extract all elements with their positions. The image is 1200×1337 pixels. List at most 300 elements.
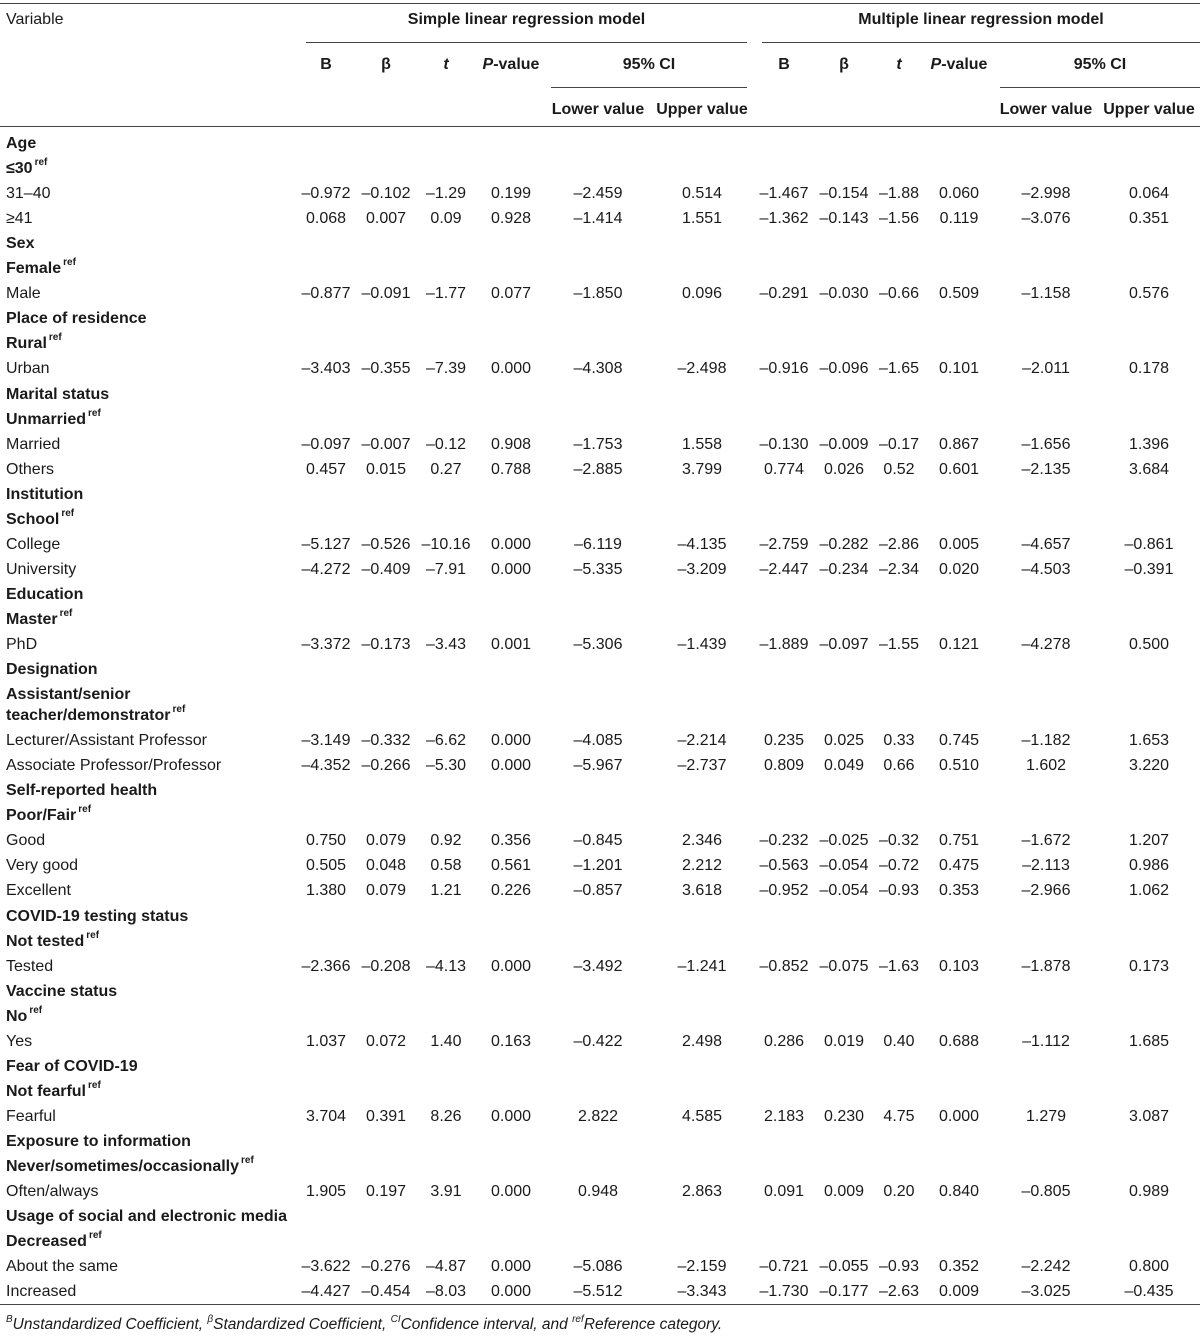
- row-label-text: School: [6, 510, 60, 528]
- reference-label: [6, 407, 101, 431]
- category-label: [6, 1133, 191, 1151]
- footnote-sup-ci: CI: [390, 1314, 401, 1325]
- multiple-p-italic: P: [930, 56, 942, 73]
- simple-t-value: –4.13: [425, 957, 467, 975]
- multiple-beta-value: –0.054: [819, 857, 869, 875]
- multiple-upper-value: 3.087: [1128, 1107, 1170, 1125]
- multiple-upper-value: –0.391: [1124, 560, 1174, 578]
- multiple-upper-value: 1.396: [1128, 435, 1170, 453]
- row-label: [6, 732, 207, 750]
- multiple-lower-value: –2.242: [1021, 1258, 1071, 1276]
- multiple-p-rest: -value: [941, 56, 988, 73]
- reference-marker: ref: [63, 257, 76, 269]
- simple-lower-value: –5.967: [573, 757, 623, 775]
- multiple-t-value: –2.63: [878, 1283, 920, 1301]
- multiple-b-value: –1.362: [759, 210, 809, 228]
- row-label: [6, 461, 54, 479]
- multiple-upper-value: 0.989: [1128, 1183, 1170, 1201]
- multiple-beta-value: –0.096: [819, 360, 869, 378]
- row-label: [6, 958, 53, 976]
- simple-p-value: 0.000: [490, 1107, 532, 1125]
- multiple-p-value: 0.840: [938, 1183, 980, 1201]
- multiple-lower-header: Lower value: [999, 101, 1093, 118]
- header-bottom-rule: [0, 126, 1200, 127]
- simple-t-value: 8.26: [430, 1107, 462, 1125]
- multiple-ci-header: 95% CI: [1073, 56, 1127, 73]
- category-label: [6, 486, 83, 504]
- row-label-text: Lecturer/Assistant Professor: [6, 732, 207, 750]
- simple-p-value: 0.000: [490, 535, 532, 553]
- row-label-text: Others: [6, 460, 55, 478]
- multiple-p-value: 0.751: [938, 832, 980, 850]
- simple-p-value: 0.356: [490, 832, 532, 850]
- simple-upper-value: 2.212: [681, 857, 723, 875]
- row-label-text: Yes: [6, 1032, 33, 1050]
- multiple-upper-value: 0.178: [1128, 360, 1170, 378]
- multiple-b-value: –0.130: [759, 435, 809, 453]
- reference-marker: ref: [29, 1004, 43, 1016]
- multiple-b-value: –0.916: [759, 360, 809, 378]
- row-label-text: Designation: [6, 661, 98, 679]
- category-label: [6, 235, 34, 253]
- simple-p-italic: P: [482, 56, 494, 73]
- row-label: [6, 636, 37, 654]
- simple-p-value: 0.077: [490, 285, 532, 303]
- row-label-text: Fearful: [6, 1107, 56, 1125]
- row-label-text: Very good: [6, 857, 79, 875]
- multiple-beta-value: –0.143: [819, 210, 869, 228]
- multiple-lower-value: –4.278: [1021, 636, 1071, 653]
- simple-lower-value: 2.822: [577, 1107, 619, 1125]
- row-label: [6, 285, 41, 303]
- multiple-p-value: 0.009: [938, 1283, 980, 1301]
- multiple-upper-value: –0.435: [1124, 1283, 1174, 1301]
- multiple-p-value: 0.352: [938, 1258, 980, 1276]
- row-label-text: College: [6, 535, 61, 553]
- simple-t-value: 0.92: [430, 832, 462, 850]
- simple-b-value: –3.372: [301, 636, 351, 653]
- multiple-b-value: –0.291: [759, 285, 809, 303]
- simple-t-value: 0.09: [430, 210, 462, 228]
- multiple-beta-value: –0.177: [819, 1283, 869, 1301]
- simple-beta-value: –0.173: [361, 636, 411, 653]
- row-label: [6, 857, 78, 875]
- simple-beta-value: 0.391: [365, 1107, 407, 1125]
- simple-ci-header: 95% CI: [622, 56, 676, 73]
- simple-lower-value: –1.201: [573, 857, 623, 875]
- multiple-ci-rule: [1000, 87, 1200, 88]
- simple-upper-value: 3.799: [681, 460, 723, 478]
- simple-b-value: –3.403: [301, 360, 351, 378]
- multiple-t-value: 0.52: [883, 460, 915, 478]
- simple-upper-value: –3.209: [677, 560, 727, 578]
- simple-upper-value: 2.346: [681, 832, 723, 850]
- multiple-lower-value: –1.112: [1022, 1032, 1070, 1050]
- simple-b-value: 1.905: [305, 1183, 347, 1201]
- multiple-b-value: 0.774: [763, 460, 805, 478]
- simple-upper-value: 4.585: [681, 1107, 723, 1125]
- row-label-text: About the same: [6, 1258, 119, 1276]
- row-label: [6, 360, 50, 378]
- simple-p-value: 0.000: [490, 957, 532, 975]
- simple-t-value: –5.30: [425, 757, 467, 775]
- simple-upper-value: 0.514: [681, 185, 723, 203]
- row-label-text: Female: [6, 260, 62, 278]
- multiple-lower-value: –1.158: [1021, 285, 1071, 303]
- simple-beta-value: –0.266: [361, 757, 411, 775]
- variable-header: Variable: [6, 11, 64, 28]
- footnote-text-b: Unstandardized Coefficient,: [12, 1316, 208, 1333]
- multiple-b-value: –0.721: [759, 1258, 809, 1276]
- multiple-upper-value: 0.800: [1128, 1258, 1170, 1276]
- category-label: [6, 310, 147, 328]
- row-label-text: PhD: [6, 636, 38, 653]
- table-bottom-rule: [0, 1304, 1200, 1305]
- simple-beta-value: 0.197: [365, 1183, 407, 1201]
- multiple-upper-value: 0.576: [1128, 285, 1170, 303]
- simple-t-value: –7.39: [425, 360, 467, 378]
- multiple-upper-value: 0.173: [1128, 957, 1170, 975]
- simple-b-value: 0.457: [305, 460, 347, 478]
- footnote-text-ref: Reference category.: [583, 1316, 723, 1333]
- category-label: [6, 1208, 287, 1226]
- simple-p-value: 0.000: [490, 560, 532, 578]
- row-label-text: University: [6, 560, 77, 578]
- simple-upper-value: 3.618: [681, 882, 723, 900]
- simple-upper-header: Upper value: [656, 101, 748, 118]
- row-label-text: Marital status: [6, 385, 110, 403]
- multiple-lower-value: 1.279: [1025, 1107, 1067, 1125]
- row-label-text: ≤30: [6, 160, 33, 178]
- multiple-p-value: 0.867: [938, 435, 980, 453]
- reference-marker: ref: [61, 507, 75, 519]
- multiple-b-value: –1.730: [759, 1283, 809, 1301]
- multiple-t-value: –0.32: [878, 832, 920, 850]
- multiple-upper-value: 3.220: [1128, 757, 1170, 775]
- multiple-b-value: 0.091: [763, 1183, 805, 1201]
- row-label: [6, 185, 51, 203]
- multiple-lower-value: –4.657: [1021, 535, 1071, 553]
- simple-upper-value: –2.737: [677, 757, 727, 775]
- simple-t-header: t: [443, 56, 449, 73]
- simple-p-value: 0.928: [490, 210, 532, 228]
- row-label-text: Often/always: [6, 1183, 99, 1201]
- multiple-beta-value: 0.026: [823, 460, 865, 478]
- simple-upper-value: –4.135: [677, 535, 727, 553]
- simple-lower-header: Lower value: [551, 101, 645, 118]
- multiple-p-value: 0.103: [938, 957, 980, 975]
- row-label-text: Rural: [6, 335, 47, 353]
- multiple-t-value: 4.75: [883, 1107, 915, 1125]
- multiple-b-value: –0.952: [759, 882, 809, 900]
- footnote-sup-b: B: [6, 1314, 13, 1325]
- multiple-t-value: 0.40: [883, 1032, 915, 1050]
- row-label-text: 31–40: [6, 185, 51, 203]
- simple-t-value: –1.29: [425, 185, 467, 203]
- multiple-beta-value: 0.049: [823, 757, 865, 775]
- multiple-p-value: 0.121: [938, 636, 980, 653]
- multiple-upper-header: Upper value: [1103, 101, 1195, 118]
- simple-t-value: –10.16: [421, 535, 471, 553]
- row-label-text: Usage of social and electronic media: [6, 1208, 287, 1226]
- simple-lower-value: –1.414: [573, 210, 623, 228]
- category-label: [6, 135, 36, 153]
- simple-lower-value: –4.308: [573, 360, 623, 378]
- simple-lower-value: –0.857: [573, 882, 623, 900]
- multiple-p-value: 0.060: [938, 185, 980, 203]
- row-label-text: Never/sometimes/occasionally: [6, 1158, 240, 1175]
- multiple-beta-value: –0.009: [819, 435, 869, 453]
- simple-p-value: 0.000: [490, 1283, 532, 1301]
- multiple-upper-value: 1.062: [1128, 882, 1170, 900]
- footnote-sup-ref: ref: [572, 1314, 584, 1325]
- multiple-p-value: 0.509: [938, 285, 980, 303]
- multiple-lower-value: 1.602: [1025, 757, 1067, 775]
- simple-t-value: –1.77: [425, 285, 467, 303]
- row-label-text: Fear of COVID-19: [6, 1057, 138, 1075]
- multiple-t-value: –1.55: [878, 636, 920, 653]
- multiple-beta-value: –0.025: [819, 832, 869, 850]
- simple-upper-value: –2.159: [677, 1258, 727, 1276]
- reference-label: [6, 704, 186, 727]
- row-label: [6, 561, 76, 579]
- simple-b-value: –4.272: [301, 560, 351, 578]
- simple-b-value: 1.380: [305, 882, 347, 900]
- simple-p-value: 0.001: [490, 636, 532, 653]
- simple-lower-value: –0.845: [573, 832, 623, 850]
- row-label-text: Good: [6, 832, 46, 850]
- simple-b-header: B: [320, 56, 332, 73]
- row-label-text: Not tested: [6, 932, 85, 950]
- multiple-upper-value: 0.064: [1128, 185, 1170, 203]
- simple-b-value: –3.622: [301, 1258, 351, 1276]
- simple-b-value: –3.149: [301, 732, 351, 750]
- simple-beta-value: –0.454: [361, 1283, 411, 1301]
- simple-beta-value: 0.015: [365, 460, 407, 478]
- simple-b-value: 3.704: [305, 1107, 347, 1125]
- simple-beta-value: –0.355: [361, 360, 411, 378]
- simple-p-rest: -value: [493, 56, 540, 73]
- multiple-p-value: 0.510: [938, 757, 980, 775]
- multiple-p-value: 0.000: [938, 1107, 980, 1125]
- simple-upper-value: –2.498: [677, 360, 727, 378]
- row-label: [6, 1183, 98, 1201]
- multiple-beta-value: –0.097: [819, 636, 869, 653]
- multiple-lower-value: –2.113: [1022, 857, 1070, 875]
- multiple-beta-value: –0.154: [819, 185, 869, 203]
- simple-b-value: –4.427: [301, 1283, 351, 1301]
- category-label: [6, 586, 83, 604]
- simple-lower-value: –5.086: [573, 1258, 623, 1276]
- row-label-text: No: [6, 1007, 28, 1025]
- reference-marker: ref: [34, 157, 48, 169]
- multiple-p-value: 0.005: [938, 535, 980, 553]
- category-label: [6, 661, 98, 679]
- simple-p-value: 0.163: [490, 1032, 532, 1050]
- category-label: [6, 782, 157, 800]
- simple-b-value: –0.972: [301, 185, 351, 203]
- simple-lower-value: –2.459: [573, 185, 623, 203]
- multiple-lower-value: –1.672: [1021, 832, 1071, 850]
- simple-upper-value: 2.863: [681, 1183, 723, 1201]
- simple-t-value: –7.91: [425, 560, 467, 578]
- footnote-sup-beta: β: [207, 1314, 214, 1325]
- multiple-p-header: [924, 56, 994, 74]
- simple-b-value: –0.877: [301, 285, 351, 303]
- multiple-beta-value: 0.230: [823, 1107, 865, 1125]
- multiple-b-header: B: [778, 56, 790, 73]
- simple-beta-value: 0.079: [365, 882, 407, 900]
- simple-b-value: –2.366: [301, 957, 351, 975]
- simple-t-value: 0.27: [430, 460, 462, 478]
- row-label: [6, 757, 221, 775]
- simple-lower-value: –3.492: [573, 957, 623, 975]
- multiple-b-value: –0.852: [759, 957, 809, 975]
- multiple-t-value: 0.33: [883, 732, 915, 750]
- simple-lower-value: –4.085: [573, 732, 623, 750]
- multiple-upper-value: 1.653: [1128, 732, 1170, 750]
- reference-label: [6, 1079, 101, 1103]
- simple-beta-value: –0.102: [361, 185, 411, 203]
- multiple-t-value: –0.93: [878, 1258, 920, 1276]
- multiple-b-value: 2.183: [763, 1107, 805, 1125]
- simple-p-value: 0.788: [490, 460, 532, 478]
- row-label-text: Vaccine status: [6, 982, 118, 1000]
- simple-b-value: –4.352: [301, 757, 351, 775]
- row-label-text: Assistant/senior: [6, 686, 131, 704]
- row-label: [6, 1108, 56, 1126]
- multiple-beta-value: 0.025: [823, 732, 865, 750]
- row-label-text: Self-reported health: [6, 782, 158, 800]
- multiple-t-value: –1.65: [878, 360, 920, 378]
- simple-t-value: –8.03: [425, 1283, 467, 1301]
- multiple-upper-value: 1.207: [1128, 832, 1170, 850]
- multiple-b-value: –2.447: [759, 560, 809, 578]
- multiple-p-value: 0.020: [938, 560, 980, 578]
- simple-upper-value: –1.241: [677, 957, 727, 975]
- simple-p-value: 0.000: [490, 1258, 532, 1276]
- multiple-b-value: –1.467: [759, 185, 809, 203]
- reference-label: [6, 157, 48, 180]
- simple-b-value: 0.068: [305, 210, 347, 228]
- simple-b-value: 0.750: [305, 832, 347, 850]
- simple-upper-value: 1.551: [681, 210, 723, 228]
- category-label: [6, 386, 109, 404]
- simple-upper-value: 0.096: [681, 285, 723, 303]
- simple-beta-value: 0.048: [365, 857, 407, 875]
- reference-label: [6, 257, 76, 280]
- row-label: [6, 1258, 118, 1276]
- category-label: [6, 1058, 138, 1076]
- row-label-text: Sex: [6, 235, 35, 253]
- multiple-lower-value: –1.182: [1021, 732, 1071, 750]
- multiple-beta-header: β: [839, 56, 849, 73]
- reference-label: [6, 1155, 254, 1178]
- row-label-text: Poor/Fair: [6, 807, 77, 825]
- multiple-p-value: 0.119: [939, 210, 979, 228]
- simple-beta-value: –0.409: [361, 560, 411, 578]
- simple-p-value: 0.000: [490, 1183, 532, 1201]
- simple-beta-value: –0.332: [361, 732, 411, 750]
- simple-p-header: [476, 56, 546, 74]
- simple-p-value: 0.199: [490, 185, 532, 203]
- reference-marker: ref: [241, 1155, 254, 1166]
- multiple-t-value: –0.72: [878, 857, 920, 875]
- reference-label: [6, 607, 73, 631]
- simple-b-value: 0.505: [305, 857, 347, 875]
- simple-lower-value: –0.422: [573, 1032, 623, 1050]
- simple-lower-value: –5.306: [573, 636, 623, 653]
- simple-p-value: 0.000: [490, 360, 532, 378]
- row-label: [6, 436, 60, 454]
- multiple-t-value: –2.86: [878, 535, 920, 553]
- multiple-lower-value: –4.503: [1021, 560, 1071, 578]
- simple-b-value: –5.127: [301, 535, 351, 553]
- multiple-upper-value: 0.500: [1128, 636, 1170, 653]
- simple-beta-value: –0.208: [361, 957, 411, 975]
- reference-marker: ref: [88, 1079, 101, 1091]
- simple-upper-value: –3.343: [677, 1283, 727, 1301]
- row-label-text: Institution: [6, 485, 84, 503]
- row-label-text: teacher/demonstrator: [6, 707, 171, 725]
- multiple-t-value: –1.88: [878, 185, 920, 203]
- simple-beta-header: β: [381, 56, 391, 73]
- multiple-t-value: –1.56: [878, 210, 920, 228]
- multiple-lower-value: –2.011: [1022, 360, 1070, 378]
- multiple-t-value: –2.34: [878, 560, 920, 578]
- multiple-t-value: –0.17: [878, 435, 920, 453]
- multiple-upper-value: 1.685: [1128, 1032, 1170, 1050]
- reference-label: [6, 1004, 43, 1028]
- multiple-p-value: 0.745: [938, 732, 980, 750]
- simple-lower-value: –5.335: [573, 560, 623, 578]
- multiple-model-rule: [762, 42, 1200, 43]
- multiple-beta-value: –0.234: [819, 560, 869, 578]
- category-label: [6, 983, 117, 1001]
- row-label-text: Tested: [6, 957, 54, 975]
- multiple-p-value: 0.688: [938, 1032, 980, 1050]
- row-label-text: Excellent: [6, 882, 71, 900]
- simple-beta-value: –0.007: [361, 435, 411, 453]
- multiple-lower-value: –3.025: [1021, 1283, 1071, 1301]
- row-label-text: Age: [6, 135, 37, 152]
- multiple-t-header: t: [896, 56, 902, 73]
- simple-lower-value: –1.850: [573, 285, 623, 303]
- row-label-text: Urban: [6, 360, 50, 378]
- reference-marker: ref: [172, 704, 186, 716]
- row-label-text: Place of residence: [6, 310, 147, 328]
- row-label: [6, 210, 33, 228]
- multiple-beta-value: –0.282: [819, 535, 869, 553]
- simple-beta-value: 0.072: [365, 1032, 407, 1050]
- simple-t-value: 1.40: [430, 1032, 462, 1050]
- multiple-b-value: –1.889: [759, 636, 809, 653]
- multiple-beta-value: –0.075: [819, 957, 869, 975]
- multiple-upper-value: –0.861: [1124, 535, 1174, 553]
- reference-marker: ref: [78, 804, 92, 816]
- simple-t-value: 3.91: [430, 1183, 462, 1201]
- multiple-p-value: 0.353: [938, 882, 980, 900]
- multiple-t-value: –0.93: [878, 882, 920, 900]
- row-label: [6, 1033, 32, 1051]
- row-label: [6, 536, 60, 554]
- reference-label: [6, 332, 62, 355]
- multiple-t-value: 0.66: [883, 757, 915, 775]
- reference-marker: ref: [86, 929, 100, 941]
- simple-b-value: –0.097: [301, 435, 351, 453]
- multiple-b-value: 0.809: [763, 757, 805, 775]
- reference-marker: ref: [88, 1230, 102, 1242]
